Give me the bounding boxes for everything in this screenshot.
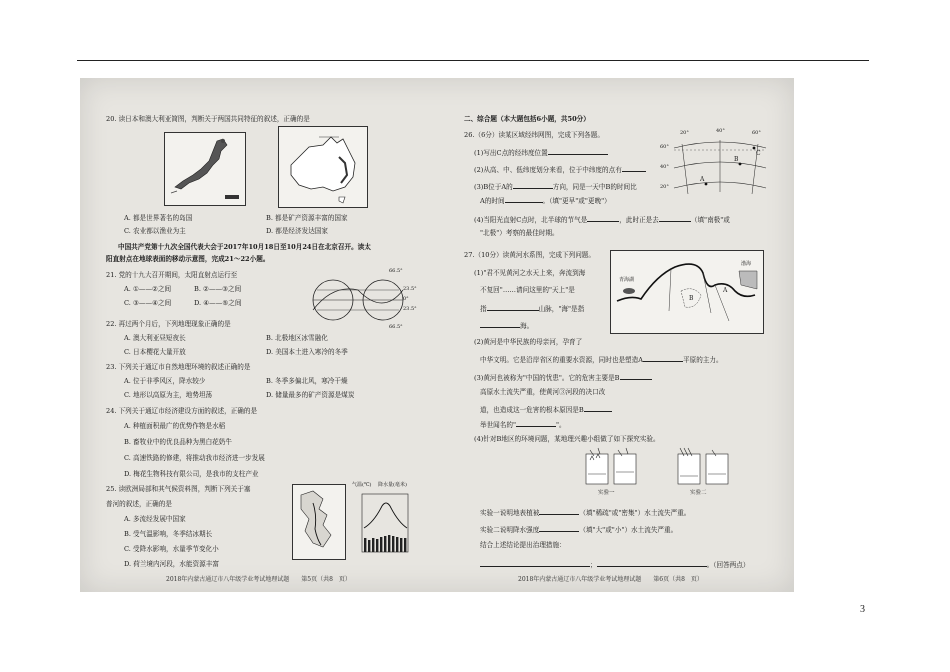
question-21: 21. 党的十九大召开期间，太阳直射点运行至 <box>106 271 238 279</box>
intro-line-2: 阳直射点在地球表面的移动示意图，完成21～22小题。 <box>106 255 270 263</box>
grid-label-20: 20° <box>680 130 689 136</box>
intro-line-1: 中国共产党第十九次全国代表大会于2017年10月18日至10月24日在北京召开。读太 <box>118 243 371 251</box>
q26-part-4-text: (4)当阳光直射C点时，北半球的节气是 <box>474 216 588 224</box>
q22-option-d: D. 美国本土进入寒冷的冬季 <box>266 348 348 356</box>
q27-part-3d-text: 举世闻名的" <box>480 421 517 429</box>
q26-part-4-text-b: ，此时正是去 <box>619 216 659 224</box>
q21-option-d: D. ④——⑤之间 <box>194 299 242 307</box>
exam-page-left <box>106 78 416 592</box>
grid-label-40: 40° <box>716 128 725 134</box>
q24-option-b: B. 畜牧业中的优良品种为黑白花奶牛 <box>124 438 232 446</box>
australia-map <box>278 126 368 208</box>
climate-temp-label: 气温(℃) <box>352 482 372 488</box>
q20-option-d: D. 都是经济发达国家 <box>266 227 328 235</box>
q25-option-c: C. 受降水影响，水量季节变化小 <box>124 545 219 553</box>
map-label-a: A <box>723 287 728 294</box>
answer-blank[interactable] <box>480 560 590 567</box>
experiment-conclusion-1-text: 实验一说明地表植被 <box>480 509 540 517</box>
answer-blank[interactable] <box>620 373 652 380</box>
question-24: 24. 下列关于通辽市经济建设方面的叙述，正确的是 <box>106 407 258 415</box>
q20-option-a: A. 都是世界著名的岛国 <box>124 214 193 222</box>
q27-part-3e-text: "。 <box>556 421 566 429</box>
climate-chart <box>352 482 418 560</box>
q25-option-d: D. 荷兰境内河段，水能资源丰富 <box>124 560 219 568</box>
lat-23-n: 23.5° <box>403 286 417 292</box>
question-27: 27.（10分）读黄河水系图，完成下列问题。 <box>464 251 595 259</box>
map-label-bohai: 渤海 <box>741 261 752 267</box>
experiment-2-figure <box>674 446 734 498</box>
answer-blank[interactable] <box>487 304 539 311</box>
header-rule <box>77 60 869 61</box>
right-page-footer: 2018年内蒙古通辽市八年级学业考试地理试题 第6页（共8 页） <box>518 576 703 583</box>
q21-option-b: B. ②——③之间 <box>194 285 242 293</box>
q27-part-1b: 不复回"……请问这里的"天上"是 <box>480 286 575 294</box>
question-26: 26.（6分）读某区域经纬网图，完成下列各题。 <box>464 131 604 139</box>
lat-equator: 0° <box>403 296 409 302</box>
q26-part-3-text-d: 。（填"更早"或"更晚"） <box>542 197 611 205</box>
q27-part-1a: (1)"君不见黄河之水天上来，奔流到海 <box>474 269 586 277</box>
q24-option-c: C. 高速铁路的修建，将推动我市经济进一步发展 <box>124 454 265 462</box>
q27-part-3c <box>480 405 612 415</box>
q26-part-3-text-b: 方向，同是一天中B的时间比 <box>552 183 637 191</box>
q22-option-a: A. 澳大利亚昼短夜长 <box>124 334 186 342</box>
q26-part-2-text: (2)从高、中、低纬度划分来看，位于中纬度的点有 <box>474 166 622 174</box>
q26-part-4 <box>474 215 730 225</box>
grid-label-60: 60° <box>752 130 761 136</box>
q22-option-c: C. 日本樱花大量开放 <box>124 348 186 356</box>
q27-part-2a: (2)黄河是中华民族的母亲河，孕育了 <box>474 338 583 346</box>
q27-part-2b-text: 中华文明。它是沿岸省区的重要水资源，同时也是塑造A <box>480 356 644 364</box>
lat-66-s: 66.5° <box>389 324 403 330</box>
q21-option-a: A. ①——②之间 <box>124 285 172 293</box>
experiment-conclusion-2-text: 实验二说明降水强度 <box>480 526 540 534</box>
grid-lat-20: 20° <box>660 184 669 190</box>
answer-blank[interactable] <box>513 182 553 189</box>
experiment-1-label: 实验一 <box>598 490 615 496</box>
q20-option-c: C. 农业都以渔业为主 <box>124 227 186 235</box>
exam-page-right <box>464 78 780 592</box>
q23-option-d: D. 储量最多的矿产资源是煤炭 <box>266 391 355 399</box>
page-number: 3 <box>860 604 865 615</box>
answer-blank[interactable] <box>516 420 556 427</box>
grid-lat-40: 40° <box>660 164 669 170</box>
q24-option-a: A. 种植面积最广的优势作物是水稻 <box>124 422 226 430</box>
question-22: 22. 再过两个月后，下列地理现象正确的是 <box>106 320 231 328</box>
q25-option-b: B. 受气温影响，冬季结冰期长 <box>124 530 213 538</box>
question-25-line-2: 普河的叙述，正确的是 <box>106 500 172 508</box>
answer-blank[interactable] <box>622 165 646 172</box>
q26-part-3-cont <box>480 196 611 206</box>
japan-map <box>164 132 246 206</box>
q27-part-3b: 高原水土流失严重，使黄河③河段的决口改 <box>480 388 606 396</box>
experiment-measures-suffix: 。（回答两点） <box>706 561 750 569</box>
yellow-river-map <box>610 250 764 334</box>
section-2-heading: 二、综合题（本大题包括6小题，共50分） <box>464 115 590 123</box>
q21-option-c: C. ③——④之间 <box>124 299 172 307</box>
lat-66-n: 66.5° <box>389 268 403 274</box>
q20-option-b: B. 都是矿产资源丰富的国家 <box>266 214 348 222</box>
map-label-b: B <box>689 295 694 302</box>
map-label-qinghai-lake: 青海湖 <box>619 277 635 283</box>
experiment-conclusion-3: 结合上述结论提出治理措施： <box>480 541 566 549</box>
grid-point-b: B <box>734 156 739 163</box>
q26-part-2 <box>474 165 646 175</box>
scanned-exam-spread <box>80 78 794 592</box>
q23-option-c: C. 地形以高原为主，地势坦荡 <box>124 391 213 399</box>
question-25-line-1: 25. 读欧洲局部和其气候资料图，判断下列关于塞 <box>106 485 251 493</box>
lat-23-s: 23.5° <box>403 306 417 312</box>
grid-point-c: C <box>756 150 761 157</box>
q23-option-a: A. 位于非季风区，降水较少 <box>124 377 206 385</box>
experiment-measures: ； 。（回答两点） <box>480 560 749 570</box>
q26-part-3-text-c: A的时间 <box>480 197 505 205</box>
answer-blank[interactable] <box>597 560 707 567</box>
answer-blank[interactable] <box>505 196 543 203</box>
experiment-conclusion-1 <box>480 508 690 518</box>
q27-part-3a-text: (3)黄河也被称为"中国的忧患"。它的危害主要是B <box>474 374 620 382</box>
answer-blank[interactable] <box>584 405 612 412</box>
q27-part-2c-text: 平原的主力。 <box>683 356 723 364</box>
q27-part-1c <box>480 304 584 314</box>
climate-precip-label: 降水量(毫米) <box>378 482 407 488</box>
answer-blank[interactable] <box>659 215 691 222</box>
q27-part-1d-text: 山脉，"海"是指 <box>538 305 585 313</box>
question-20: 20. 读日本和澳大利亚简图，判断关于两国共同特征的叙述，正确的是 <box>106 115 310 123</box>
q25-option-a: A. 多流经发展中国家 <box>124 515 186 523</box>
q27-part-1e-text: 海。 <box>520 322 534 330</box>
sun-direct-point-diagram <box>311 268 417 330</box>
q26-part-4-cont: "北极"）考察的最佳时期。 <box>480 229 559 237</box>
left-page-footer: 2018年内蒙古通辽市八年级学业考试地理试题 第5页（共8 页） <box>166 576 351 583</box>
q27-part-1e <box>480 321 533 331</box>
q27-part-1c-text: 指 <box>480 305 487 313</box>
q27-part-3d <box>480 420 566 430</box>
q23-option-b: B. 冬季多偏北风，寒冷干燥 <box>266 377 348 385</box>
answer-blank[interactable] <box>539 525 579 532</box>
grid-point-a: A <box>700 176 705 183</box>
q27-part-3c-text: 道，也造成这一危害的根本原因是B <box>480 406 584 414</box>
answer-blank[interactable] <box>587 215 619 222</box>
q26-part-4-text-c: （填"南极"或 <box>690 216 730 224</box>
q24-option-d: D. 梅花生物科技有限公司，是我市的支柱产业 <box>124 470 259 478</box>
experiment-conclusion-1-text-b: （填"稀疏"或"密集"）水土流失严重。 <box>579 509 691 517</box>
question-23: 23. 下列关于通辽市自然地理环境的叙述正确的是 <box>106 363 251 371</box>
q26-part-3-text: (3)B位于A的 <box>474 183 513 191</box>
q26-part-1 <box>474 148 608 158</box>
experiment-2-label: 实验二 <box>690 490 707 496</box>
experiment-conclusion-2-text-b: （填"大"或"小"）水土流失严重。 <box>579 526 678 534</box>
answer-blank[interactable] <box>480 321 520 328</box>
experiment-1-figure <box>582 446 642 498</box>
latlon-grid-figure <box>660 128 770 202</box>
q26-part-1-text: (1)写出C点的经纬度位置 <box>474 149 548 157</box>
answer-blank[interactable] <box>548 148 608 155</box>
answer-blank[interactable] <box>643 355 683 362</box>
experiment-conclusion-2 <box>480 525 677 535</box>
q26-part-3 <box>474 182 637 192</box>
q22-option-b: B. 北极地区冰雪融化 <box>266 334 328 342</box>
q27-part-2b <box>480 355 723 365</box>
grid-lat-60: 60° <box>660 144 669 150</box>
answer-blank[interactable] <box>539 508 579 515</box>
q27-part-3a <box>474 373 652 383</box>
europe-map <box>292 484 346 560</box>
q27-part-4: (4)针对B地区的环境问题，某地理兴趣小组做了如下探究实验。 <box>474 435 660 443</box>
